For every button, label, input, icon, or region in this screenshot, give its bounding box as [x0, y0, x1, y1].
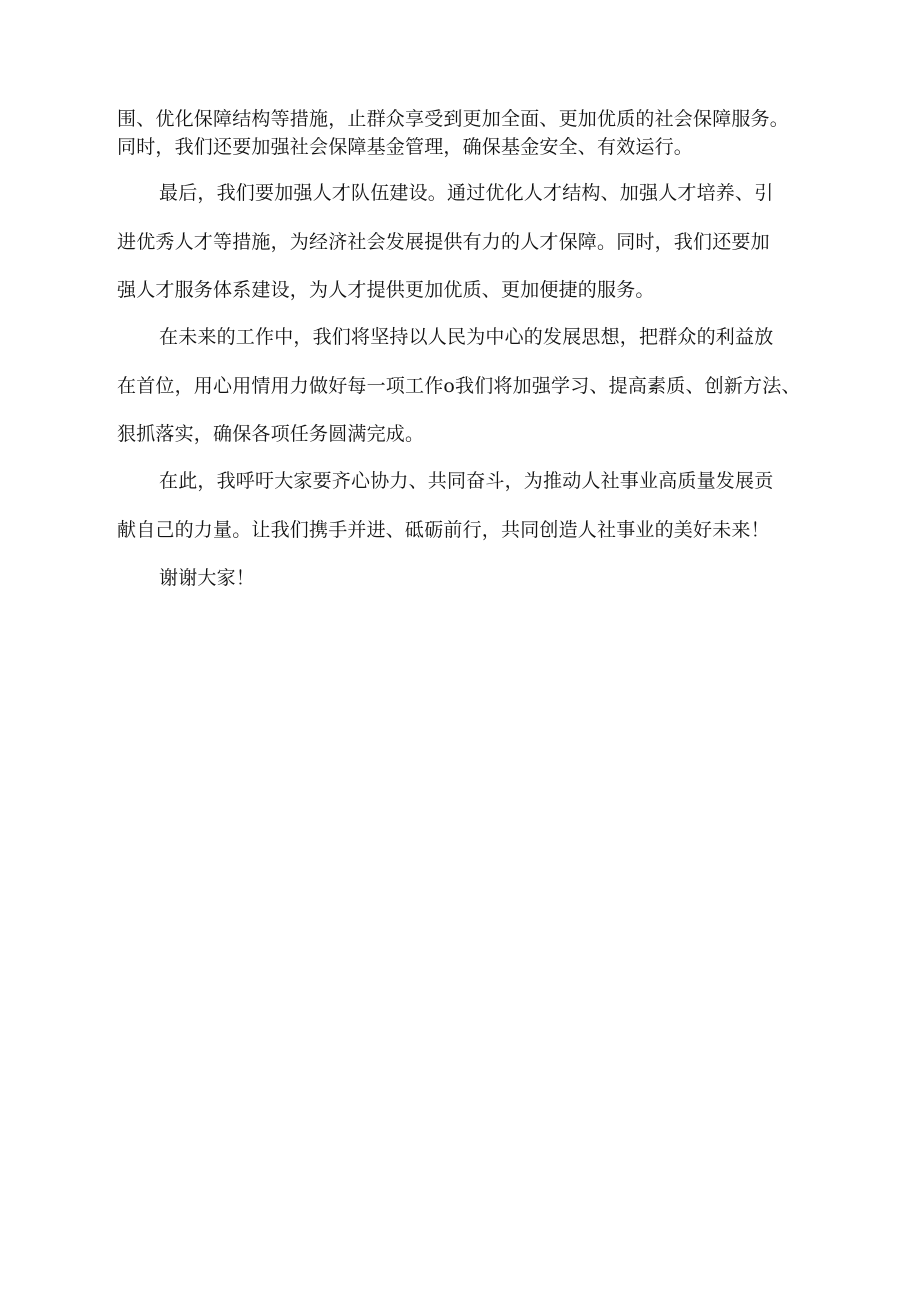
- paragraph-4-line-1: 在此，我呼吁大家要齐心协力、共同奋斗，为推动人社事业高质量发展贡: [159, 470, 774, 492]
- paragraph-2-line-3: 强人才服务体系建设，为人才提供更加优质、更加便捷的服务。: [117, 279, 655, 301]
- paragraph-2-line-1: 最后，我们要加强人才队伍建设。通过优化人才结构、加强人才培养、引: [159, 182, 774, 204]
- paragraph-5-line-1: 谢谢大家！: [159, 567, 256, 589]
- paragraph-2-line-2: 进优秀人才等措施，为经济社会发展提供有力的人才保障。同时，我们还要加: [117, 231, 770, 253]
- paragraph-3-line-1: 在未来的工作中，我们将坚持以人民为中心的发展思想，把群众的利益放: [159, 326, 774, 348]
- paragraph-3-line-3: 狠抓落实，确保各项任务圆满完成。: [117, 423, 425, 445]
- paragraph-3-line-2: 在首位，用心用情用力做好每一项工作o我们将加强学习、提高素质、创新方法、: [117, 375, 801, 397]
- paragraph-4-line-2: 献自己的力量。让我们携手并进、砥砺前行，共同创造人社事业的美好未来！: [117, 519, 770, 541]
- paragraph-1-line-2: 同时，我们还要加强社会保障基金管理，确保基金安全、有效运行。: [117, 136, 694, 158]
- paragraph-1-line-1: 围、优化保障结构等措施，止群众享受到更加全面、更加优质的社会保障服务。: [117, 108, 790, 130]
